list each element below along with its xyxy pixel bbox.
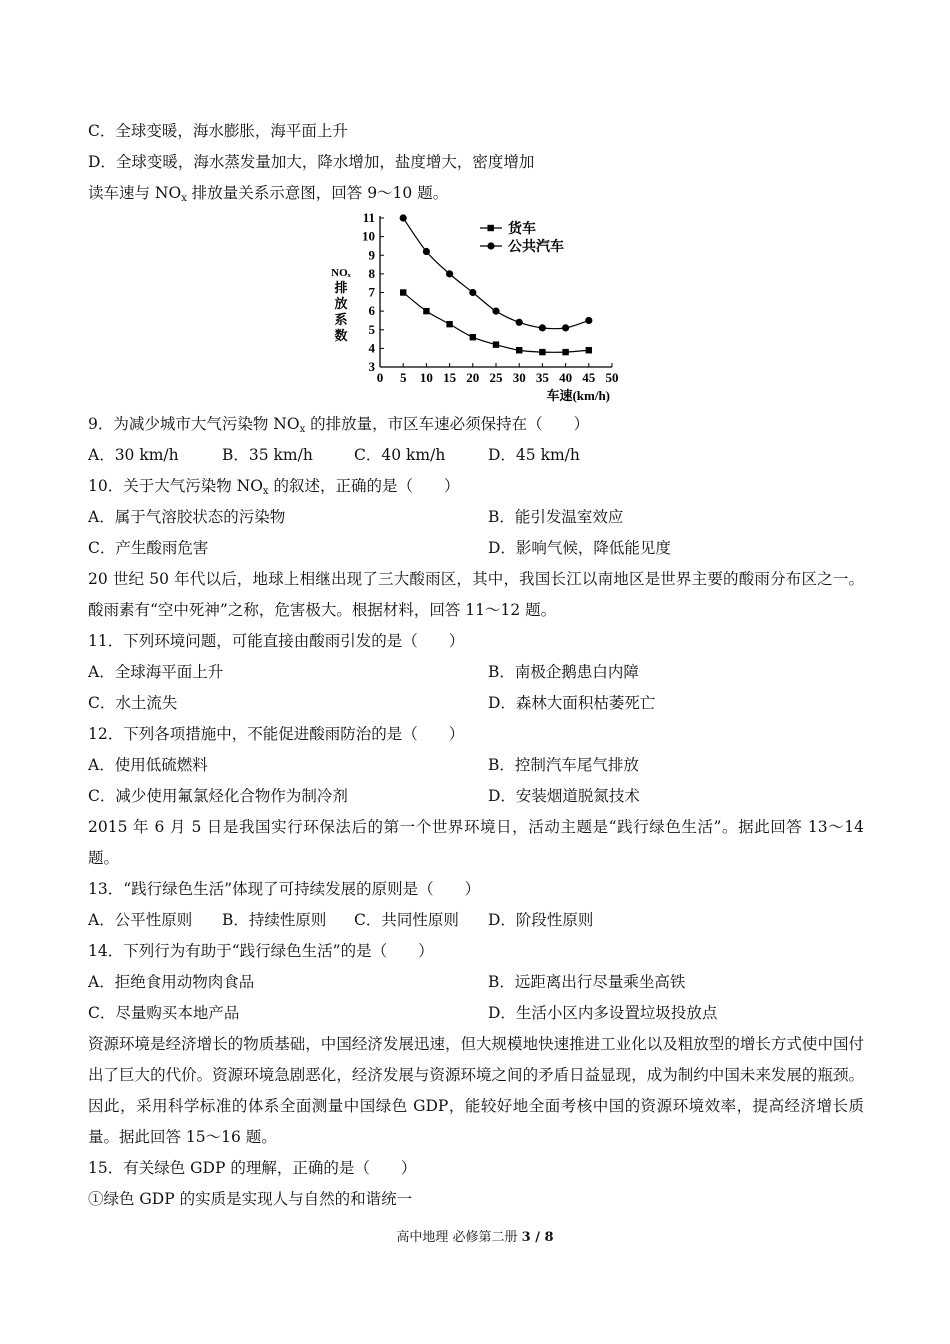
q13-option-b: B．持续性原则 xyxy=(222,911,327,929)
intro-11-12: 20 世纪 50 年代以后，地球上相继出现了三大酸雨区，其中，我国长江以南地区是世界主要的酸雨分布区之一。酸雨素有“空中死神”之称，危害极大。根据材料，回答 11～12 题。 xyxy=(88,570,864,619)
chart-intro: 读车速与 $NO_x$ 排放量关系示意图，回答 9～10 题。 xyxy=(88,184,449,204)
legend-label: 货车 xyxy=(508,222,536,237)
data-point-square xyxy=(470,334,476,340)
x-tick-label: 15 xyxy=(443,370,457,385)
q10-option-c: C．产生酸雨危害 xyxy=(88,539,209,557)
q11-option-d: D．森林大面积枯萎死亡 xyxy=(488,694,656,712)
q12-option-d: D．安装烟道脱氮技术 xyxy=(488,787,640,805)
y-axis-label: 排 xyxy=(334,280,348,295)
y-axis-label: NOₓ xyxy=(331,267,351,279)
q11-option-c: C．水土流失 xyxy=(88,694,178,712)
data-point-square xyxy=(493,341,499,347)
data-point-circle xyxy=(400,214,407,221)
q13-option-c: C．共同性原则 xyxy=(354,911,459,929)
q9-stem: 9．为减少城市大气污染物 $NO_x$ 的排放量，市区车速必须保持在（ ） xyxy=(88,415,590,435)
x-tick-label: 25 xyxy=(489,370,503,385)
y-tick-label: 5 xyxy=(368,321,375,337)
data-point-circle xyxy=(585,317,592,324)
data-point-square xyxy=(586,347,592,353)
q15-item-1: ①绿色 GDP 的实质是实现人与自然的和谐统一 xyxy=(88,1190,413,1208)
q12-option-a: A．使用低硫燃料 xyxy=(88,756,208,774)
legend-label: 公共汽车 xyxy=(508,240,564,255)
intro-15-16: 资源环境是经济增长的物质基础，中国经济发展迅速，但大规模地快速推进工业化以及粗放型的增长方式使中国付出了巨大的代价。资源环境急剧恶化，经济发展与资源环境之间的矛盾日益显现，成为制约中国未来发展的瓶颈。因此，采用科学标准的体系全面测量中国绿色 GDP，能较好地全面考核中国的资源环境效率，提高经济增长质量。据此回答 15～16 题。 xyxy=(88,1035,864,1146)
x-tick-label: 10 xyxy=(419,370,433,385)
q15-stem: 15．有关绿色 GDP 的理解，正确的是（ ） xyxy=(88,1159,417,1177)
y-tick-label: 9 xyxy=(368,247,375,263)
x-tick-label: 35 xyxy=(535,370,549,385)
q10-option-d: D．影响气候，降低能见度 xyxy=(488,539,671,557)
x-tick-label: 30 xyxy=(512,370,526,385)
data-point-circle xyxy=(516,319,523,326)
x-tick-label: 40 xyxy=(559,370,573,385)
page-number: 3 xyxy=(521,1230,531,1245)
page-total: 8 xyxy=(544,1230,554,1245)
chart-axes xyxy=(331,210,618,403)
q10-option-a: A．属于气溶胶状态的污染物 xyxy=(88,508,286,526)
q9-option-d: D．45 km/h xyxy=(488,446,580,464)
x-tick-label: 5 xyxy=(399,370,407,385)
data-point-square xyxy=(446,321,452,327)
data-point-circle xyxy=(446,270,453,277)
data-point-square xyxy=(423,308,429,314)
data-point-circle xyxy=(469,289,476,296)
data-point-square xyxy=(539,349,545,355)
intro-13-14: 2015 年 6 月 5 日是我国实行环保法后的第一个世界环境日，活动主题是“践行绿色生活”。据此回答 13～14 题。 xyxy=(88,818,864,867)
x-tick-label: 0 xyxy=(376,370,384,385)
data-point-square xyxy=(516,347,522,353)
q12-stem: 12．下列各项措施中，不能促进酸雨防治的是（ ） xyxy=(88,725,465,743)
x-tick-label: 45 xyxy=(582,370,596,385)
y-tick-label: 6 xyxy=(368,303,375,319)
q11-option-a: A．全球海平面上升 xyxy=(88,663,224,681)
q13-stem: 13．“践行绿色生活”体现了可持续发展的原则是（ ） xyxy=(88,880,481,898)
q10-stem: 10．关于大气污染物 $NO_x$ 的叙述，正确的是（ ） xyxy=(88,477,460,497)
data-point-circle xyxy=(492,308,499,315)
data-point-circle xyxy=(539,324,546,331)
data-point-square xyxy=(400,289,406,295)
chart-marks xyxy=(400,214,593,355)
x-tick-label: 20 xyxy=(466,370,480,385)
data-point-circle xyxy=(562,324,569,331)
y-tick-label: 8 xyxy=(368,265,375,281)
y-tick-label: 4 xyxy=(368,340,375,356)
q14-option-a: A．拒绝食用动物肉食品 xyxy=(88,973,255,991)
q9-option-a: A．30 km/h xyxy=(88,446,179,464)
q9-option-b: B．35 km/h xyxy=(222,446,313,464)
y-tick-label: 3 xyxy=(368,359,375,374)
q10-option-b: B．能引发温室效应 xyxy=(488,508,624,526)
data-point-square xyxy=(562,349,568,355)
q11-option-b: B．南极企鹅患白内障 xyxy=(488,663,639,681)
legend-marker-circle xyxy=(487,242,494,249)
option-d: D．全球变暖，海水蒸发量加大，降水增加，盐度增大，密度增加 xyxy=(88,153,535,171)
q14-option-b: B．远距离出行尽量乘坐高铁 xyxy=(488,973,686,991)
q12-option-c: C．减少使用氟氯烃化合物作为制冷剂 xyxy=(88,787,348,805)
q13-option-d: D．阶段性原则 xyxy=(488,911,594,929)
option-c: C．全球变暖，海水膨胀，海平面上升 xyxy=(88,122,348,140)
q13-option-a: A．公平性原则 xyxy=(88,911,193,929)
data-point-circle xyxy=(423,248,430,255)
q9-option-c: C．40 km/h xyxy=(354,446,446,464)
nox-emission-chart xyxy=(325,208,635,403)
q14-option-c: C．尽量购买本地产品 xyxy=(88,1004,240,1022)
legend-marker-square xyxy=(488,225,494,231)
q12-option-b: B．控制汽车尾气排放 xyxy=(488,756,639,774)
q11-stem: 11．下列环境问题，可能直接由酸雨引发的是（ ） xyxy=(88,632,465,650)
q14-stem: 14．下列行为有助于“践行绿色生活”的是（ ） xyxy=(88,942,434,960)
y-axis-label: 数 xyxy=(334,328,348,343)
y-tick-label: 7 xyxy=(368,284,375,300)
y-tick-label: 11 xyxy=(362,210,375,225)
y-axis-label: 放 xyxy=(334,296,348,311)
y-tick-label: 10 xyxy=(362,228,375,244)
x-axis-label: 车速(km/h) xyxy=(546,388,610,403)
q14-option-d: D．生活小区内多设置垃圾投放点 xyxy=(488,1004,718,1022)
page-footer: 高中地理 必修第二册 3 / 8 xyxy=(396,1230,554,1245)
x-tick-label: 50 xyxy=(605,370,619,385)
y-axis-label: 系 xyxy=(334,312,348,327)
